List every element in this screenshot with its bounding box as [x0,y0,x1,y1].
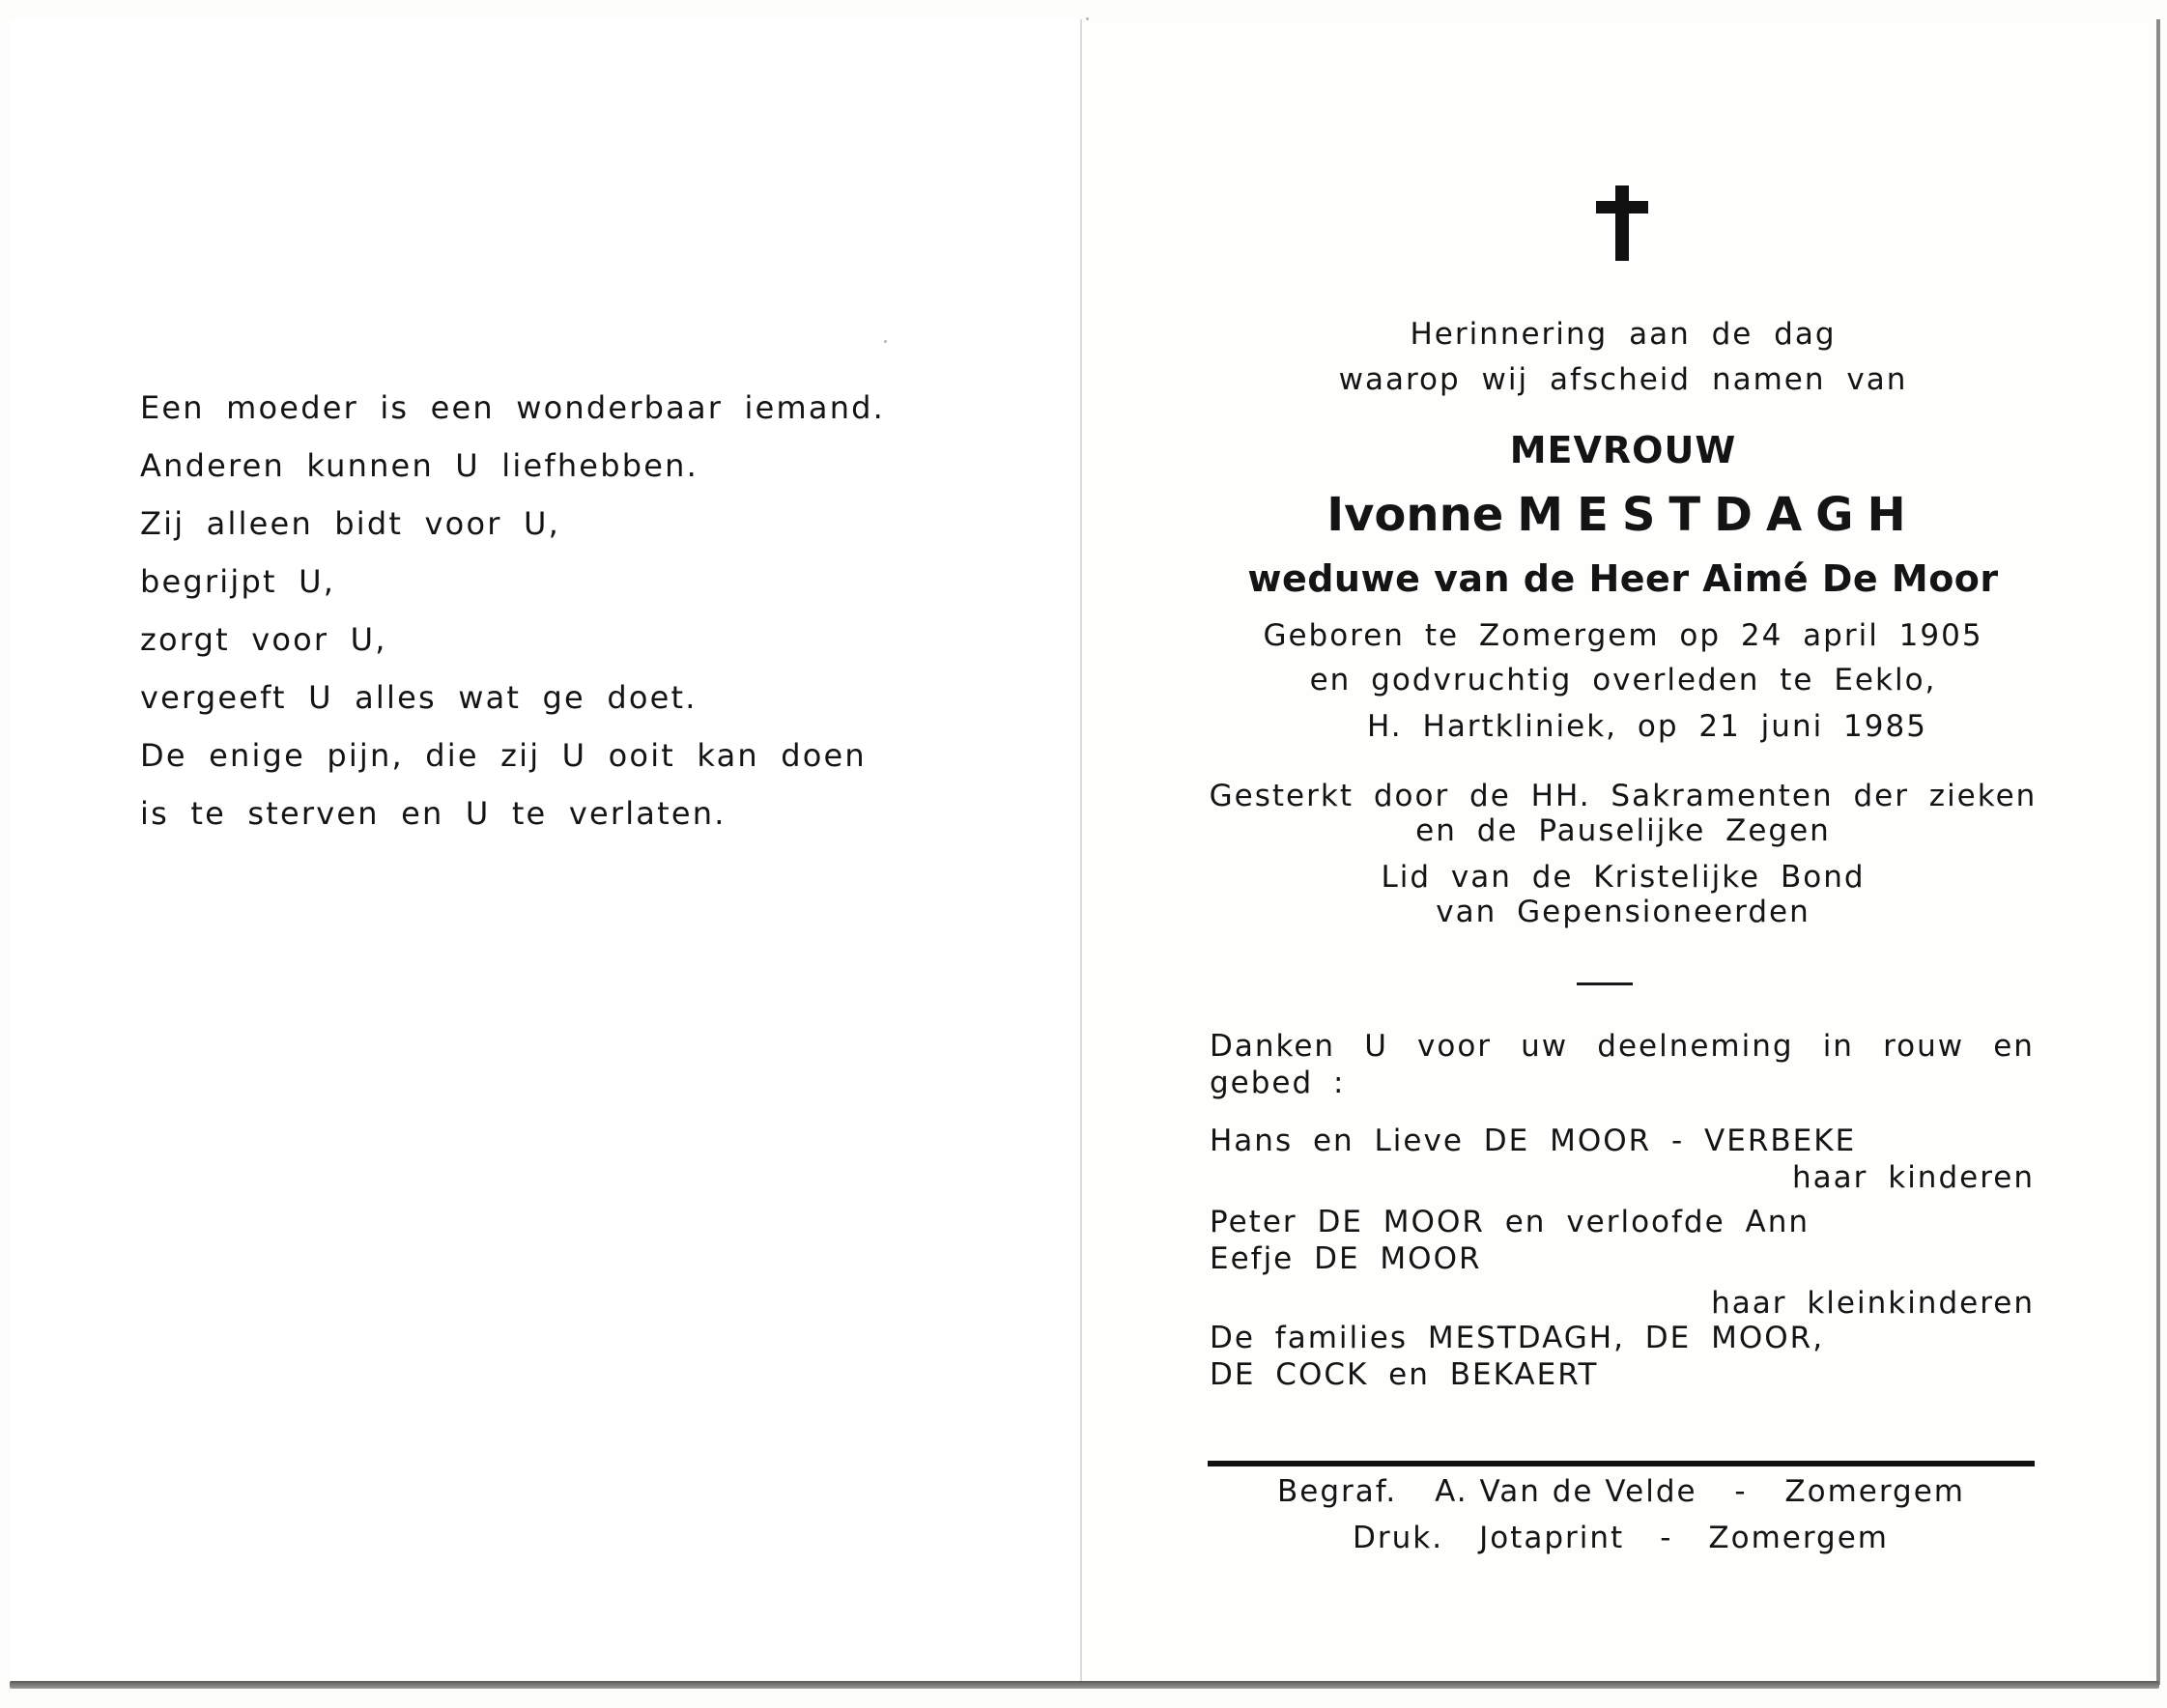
poem-line: Zij alleen bidt voor U, [140,505,560,542]
died-line-1: en godvruchtig overleden te Eeklo, [1309,663,1937,697]
poem-line: vergeeft U alles wat ge doet. [140,679,698,716]
poem-line: zorgt voor U, [140,621,387,658]
footer-name: Jotaprint [1479,1521,1625,1555]
poem-line: is te sterven en U te verlaten. [140,795,727,832]
poem-line: De enige pijn, die zij U ooit kan doen [140,737,867,774]
footer-place: Zomergem [1708,1521,1889,1555]
thanks-line-1 [1210,1028,2035,1065]
poem-line: begrijpt U, [140,563,336,600]
children-names: Hans en Lieve DE MOOR - VERBEKE [1210,1124,1857,1158]
footer-dash: - [1734,1474,1748,1509]
first-name: Ivonne [1326,488,1504,542]
grandchild-name: Eefje DE MOOR [1210,1241,1482,1276]
families-line-1: De families MESTDAGH, DE MOOR, [1210,1321,1825,1355]
latin-cross-icon [1596,185,1648,261]
paper-speck [884,340,887,343]
poem-line: Anderen kunnen U liefhebben. [140,447,699,484]
sacrament-line-2: en de Pauselijke Zegen [1415,813,1831,848]
families-line-2: DE COCK en BEKAERT [1210,1357,1599,1392]
separator-long [1208,1461,2035,1466]
thanks-word: voor [1417,1029,1493,1064]
member-line-1: Lid van de Kristelijke Bond [1381,860,1866,895]
sacrament-line-1: Gesterkt door de HH. Sakramenten der zieken [1209,779,2038,813]
poem-line: Een moeder is een wonderbaar iemand. [140,389,886,426]
born-line: Geboren te Zomergem op 24 april 1905 [1263,618,1983,653]
poem [140,379,885,842]
fold-mark [1086,17,1089,20]
footer-place: Zomergem [1784,1474,1965,1509]
separator-short [1577,982,1633,985]
intro-line-1: Herinnering aan de dag [1410,317,1837,352]
thanks-line-2: gebed : [1210,1066,1346,1100]
thanks-word: in [1822,1029,1854,1064]
families-block [1210,1320,2035,1393]
thanks-word: deelneming [1597,1029,1794,1064]
children-relation: haar kinderen [1792,1160,2035,1195]
surname: MESTDAGH [1517,488,1920,542]
thanks-word: rouw [1883,1029,1965,1064]
footer-name: A. Van de Velde [1435,1474,1697,1509]
deceased-name [1140,488,2106,542]
thanks-word: en [1993,1029,2035,1064]
widow-line: weduwe van de Heer Aimé De Moor [1247,557,1999,600]
printer-line [1353,1521,1889,1555]
thanks-block [1210,1028,2035,1101]
grandchildren-relation: haar kleinkinderen [1711,1286,2035,1321]
grandchildren-block [1210,1204,2035,1322]
intro-line-2: waarop wij afscheid namen van [1338,362,1908,397]
member-line-2: van Gepensioneerden [1436,895,1811,929]
card-right-edge [2156,19,2160,1685]
thanks-word: U [1364,1029,1388,1064]
died-line-2: H. Hartkliniek, op 21 juni 1985 [1367,709,1927,744]
children-block [1210,1123,2035,1196]
left-page [10,19,1082,1681]
grandchild-name: Peter DE MOOR en verloofde Ann [1210,1205,1811,1239]
thanks-word: uw [1521,1029,1569,1064]
honorific-title: MEVROUW [1509,429,1737,471]
footer-label: Begraf. [1277,1474,1398,1509]
footer-dash: - [1660,1521,1673,1555]
thanks-word: Danken [1210,1029,1336,1064]
footer-label: Druk. [1353,1521,1444,1555]
card-bottom-edge [10,1681,2159,1689]
undertaker-line [1277,1474,1965,1509]
